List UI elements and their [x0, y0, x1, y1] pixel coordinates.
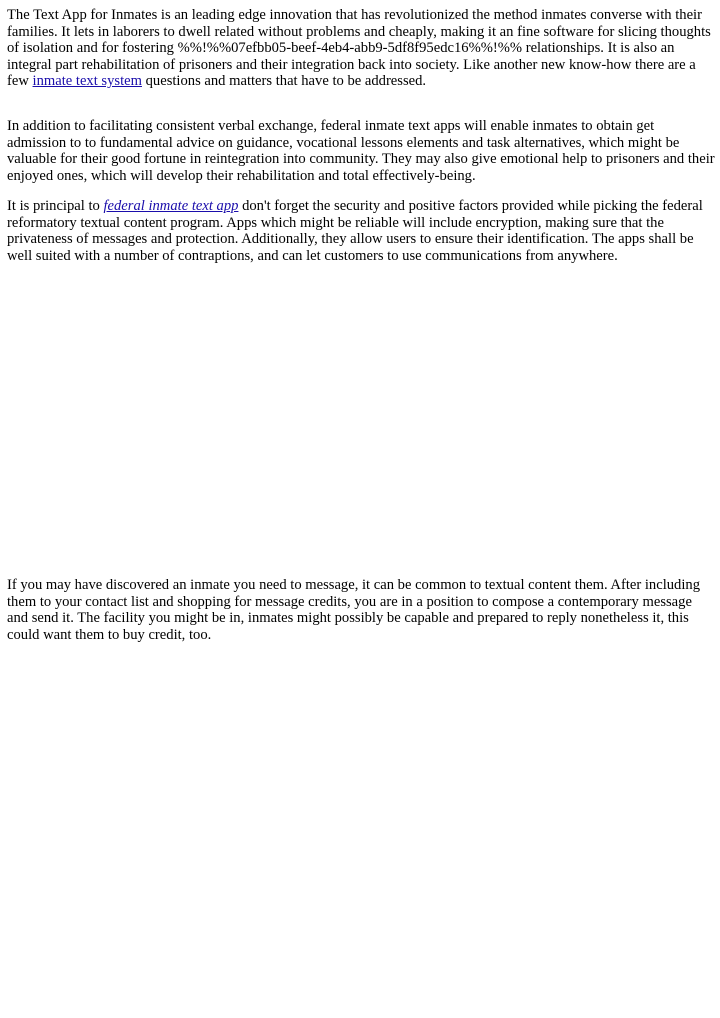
- federal-inmate-text-app-link[interactable]: federal inmate text app: [103, 198, 239, 214]
- inmate-text-system-link[interactable]: inmate text system: [32, 73, 142, 90]
- paragraph-intro-text: The Text App for Inmates is an leading edge innovation that has revolutionized the method inmates converse with their families. It lets in laborers to dwell related without problems and cheaply, making it an fine software for slicing thoughts of isolation and for fostering %%!%%07efbb05-beef-4eb4-abb9-5df8f95edc16%%!%% relationships. It is also an integral part rehabilitation of prisoners and their integration back into society. Like another new know-how there are a few: [7, 7, 711, 90]
- paragraph-intro: [7, 7, 715, 90]
- paragraph-security-text-end: don't forget the security and positive factors provided while picking the federal reformatory textual content program. Apps which might be reliable will include encryption, making sure that the privateness of messages and protection. Additionally, they allow users to ensure their identification. The apps shall be well suited with a number of contraptions, and can let customers to use communications from anywhere.: [7, 198, 703, 264]
- paragraph-security: [7, 198, 715, 264]
- paragraph-messaging: [7, 577, 715, 643]
- paragraph-benefits-text: In addition to facilitating consistent verbal exchange, federal inmate text apps will enable inmates to obtain get admission to to fundamental advice on guidance, vocational lessons elements and task alternatives, which might be valuable for their good fortune in reintegration into community. They may also give emotional help to prisoners and their enjoyed ones, which will develop their rehabilitation and total effectively-being.: [7, 118, 715, 184]
- paragraph-intro-text-end: questions and matters that have to be addressed.: [141, 73, 427, 90]
- paragraph-messaging-text: If you may have discovered an inmate you need to message, it can be common to textual content them. After including them to your contact list and shopping for message credits, you are in a position to compose a contemporary message and send it. The facility you might be in, inmates might possibly be capable and prepared to reply nonetheless it, this could want them to buy credit, too.: [7, 577, 700, 643]
- paragraph-benefits: [7, 118, 715, 184]
- paragraph-security-text-start: It is principal to: [7, 198, 104, 214]
